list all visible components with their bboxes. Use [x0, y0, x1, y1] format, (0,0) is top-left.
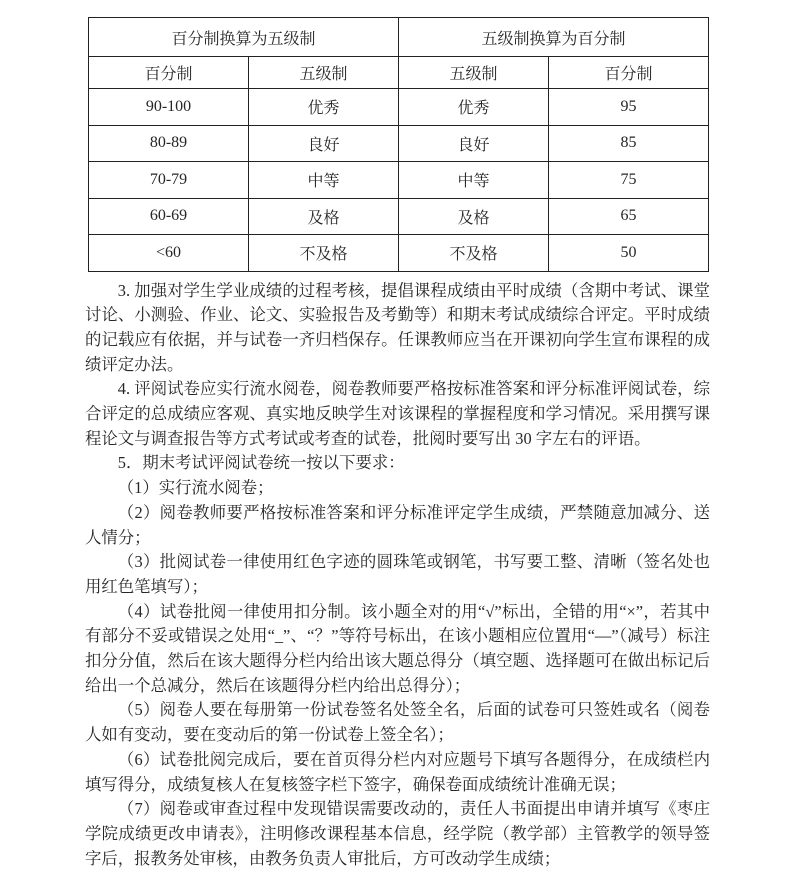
table-row — [89, 125, 709, 162]
paragraph: 3. 加强对学生学业成绩的过程考核，提倡课程成绩由平时成绩（含期中考试、课堂讨论、小测验、作业、论文、实验报告及考勤等）和期末考试成绩综合评定。平时成绩的记载应有依据，并与试卷一齐归档保存。任课教师应当在开课初向学生宣布课程的成绩评定办法。 — [85, 280, 710, 374]
paragraph: （4）试卷批阅一律使用扣分制。该小题全对的用“√”标出，全错的用“×”，若其中有部分不妥或错误之处用“_”、“？”等符号标出，在该小题相应位置用“—”（减号）标注扣分分值，然后在该大题得分栏内给出该大题总得分（填空题、选择题可在做出标记后给出一个总减分，然后在该题得分栏内给出总得分）； — [85, 601, 710, 695]
paragraph: （1）实行流水阅卷； — [117, 478, 274, 498]
table-cell: 良好 — [249, 125, 399, 162]
table-cell: 60-69 — [89, 198, 249, 235]
table-cell: 95 — [549, 89, 709, 126]
table-col-header: 五级制 — [399, 57, 549, 89]
table-row — [89, 235, 709, 272]
table-cell: 及格 — [399, 198, 549, 235]
table-cell: 不及格 — [399, 235, 549, 272]
table-group-header: 百分制换算为五级制 — [89, 18, 399, 57]
table-row — [89, 198, 709, 235]
table-cell: 50 — [549, 235, 709, 272]
table-cell: 不及格 — [249, 235, 399, 272]
table-cell: 中等 — [249, 162, 399, 199]
paragraph: （3）批阅试卷一律使用红色字迹的圆珠笔或钢笔，书写要工整、清晰（签名处也用红色笔填写）； — [85, 552, 710, 596]
table-cell: 75 — [549, 162, 709, 199]
table-cell: 65 — [549, 198, 709, 235]
table-cell: 85 — [549, 125, 709, 162]
document-page — [85, 17, 710, 871]
table-cell: 良好 — [399, 125, 549, 162]
table-row — [89, 57, 709, 89]
table-col-header: 百分制 — [549, 57, 709, 89]
table-cell: 70-79 — [89, 162, 249, 199]
table-cell: 中等 — [399, 162, 549, 199]
table-cell: <60 — [89, 235, 249, 272]
grade-conversion-table — [88, 17, 709, 272]
paragraph: （5）阅卷人要在每册第一份试卷签名处签全名，后面的试卷可只签姓或名（阅卷人如有变动，要在变动后的第一份试卷上签全名）； — [85, 700, 710, 745]
table-cell: 优秀 — [399, 89, 549, 126]
document-body — [85, 279, 710, 872]
table-row — [89, 162, 709, 199]
table-col-header: 百分制 — [89, 57, 249, 89]
table-cell: 80-89 — [89, 125, 249, 162]
table-row — [89, 89, 709, 126]
paragraph: （6）试卷批阅完成后，要在首页得分栏内对应题号下填写各题得分，在成绩栏内填写得分，成绩复核人在复核签字栏下签字，确保卷面成绩统计准确无误； — [85, 749, 710, 794]
paragraph: （7）阅卷或审查过程中发现错误需要改动的，责任人书面提出申请并填写《枣庄学院成绩更改申请表》，注明修改课程基本信息，经学院（教学部）主管教学的领导签字后，报教务处审核，由教务负责人审批后，方可改动学生成绩； — [85, 799, 710, 868]
table-col-header: 五级制 — [249, 57, 399, 89]
table-cell: 优秀 — [249, 89, 399, 126]
table-group-header: 五级制换算为百分制 — [399, 18, 709, 57]
paragraph: 4. 评阅试卷应实行流水阅卷，阅卷教师要严格按标准答案和评分标准评阅试卷，综合评定的总成绩应客观、真实地反映学生对该课程的掌握程度和学习情况。采用撰写课程论文与调查报告等方式考试或考查的试卷，批阅时要写出 30 字左右的评语。 — [85, 379, 710, 448]
paragraph: 5．期末考试评阅试卷统一按以下要求： — [117, 453, 405, 473]
table-cell: 及格 — [249, 198, 399, 235]
table-row — [89, 18, 709, 57]
table-cell: 90-100 — [89, 89, 249, 126]
paragraph: （2）阅卷教师要严格按标准答案和评分标准评定学生成绩，严禁随意加减分、送人情分； — [85, 502, 710, 547]
